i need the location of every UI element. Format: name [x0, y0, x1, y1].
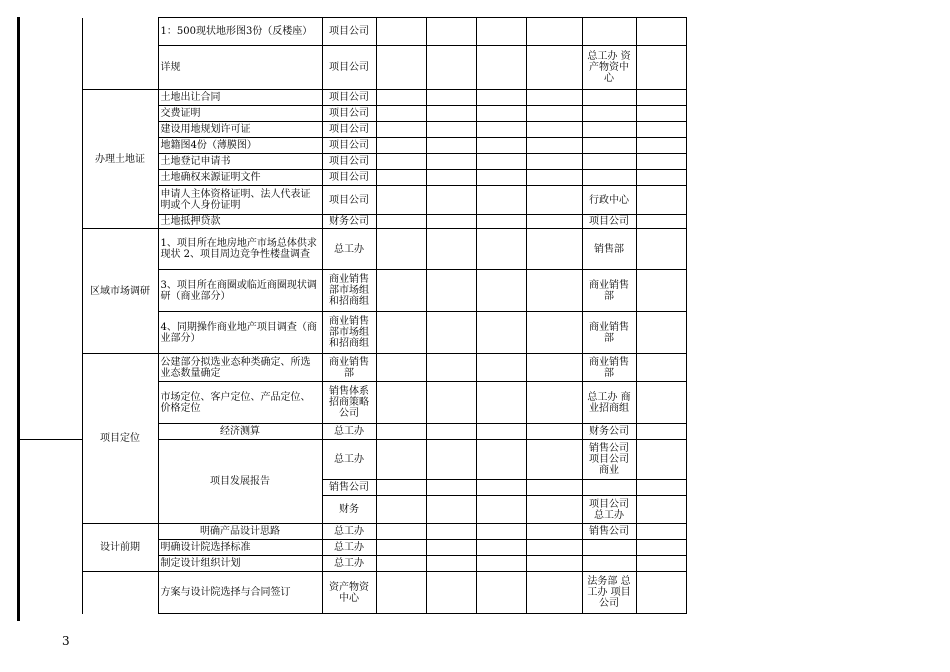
item-cell: 详规 [158, 46, 322, 90]
coop-cell [582, 540, 636, 556]
outer-blank-cell [20, 18, 82, 440]
dept-cell: 项目公司 [322, 46, 376, 90]
item-cell: 制定设计组织计划 [158, 556, 322, 572]
coop-cell [582, 90, 636, 106]
coop-cell [582, 18, 636, 46]
dept-cell: 财务公司 [322, 215, 376, 229]
dept-cell: 项目公司 [322, 170, 376, 186]
outer-blank-cell [20, 440, 82, 524]
dept-cell: 项目公司 [322, 138, 376, 154]
coop-cell: 销售公司 [582, 524, 636, 540]
item-cell: 申请人主体资格证明、法人代表证明或个人身份证明 [158, 186, 322, 215]
dept-cell: 总工办 [322, 424, 376, 440]
dept-cell: 项目公司 [322, 186, 376, 215]
table-row [20, 354, 686, 382]
coop-cell: 行政中心 [582, 186, 636, 215]
dept-cell: 财务 [322, 496, 376, 524]
dept-cell: 总工办 [322, 556, 376, 572]
coop-cell: 总工办 商业招商组 [582, 382, 636, 424]
dept-cell: 商业销售部市场组和招商组 [322, 270, 376, 312]
dept-cell: 销售公司 [322, 480, 376, 496]
outer-blank-cell [20, 524, 82, 614]
coop-cell: 商业销售部 [582, 312, 636, 354]
work-breakdown-table [20, 17, 687, 614]
coop-cell [582, 154, 636, 170]
coop-cell: 商业销售部 [582, 354, 636, 382]
item-cell: 1、项目所在地房地产市场总体供求现状 2、项目周边竞争性楼盘调查 [158, 229, 322, 270]
item-cell: 3、项目所在商圈或临近商圈现状调研（商业部分） [158, 270, 322, 312]
item-cell: 经济测算 [158, 424, 322, 440]
dept-cell: 项目公司 [322, 90, 376, 106]
dept-cell: 资产物资中心 [322, 572, 376, 614]
section-label-design: 设计前期 [82, 524, 158, 572]
item-cell: 土地出让合同 [158, 90, 322, 106]
coop-cell: 项目公司 总工办 [582, 496, 636, 524]
coop-cell: 法务部 总工办 项目公司 [582, 572, 636, 614]
coop-cell: 销售公司 项目公司 商业 [582, 440, 636, 480]
coop-cell [582, 480, 636, 496]
section-label-market: 区域市场调研 [82, 229, 158, 354]
coop-cell [582, 122, 636, 138]
table-row [20, 229, 686, 270]
item-cell: 建设用地规划许可证 [158, 122, 322, 138]
item-cell: 项目发展报告 [158, 440, 322, 524]
item-cell: 土地登记申请书 [158, 154, 322, 170]
dept-cell: 项目公司 [322, 106, 376, 122]
item-cell: 1：500现状地形图3份（反楼座） [158, 18, 322, 46]
coop-cell: 项目公司 [582, 215, 636, 229]
coop-cell: 财务公司 [582, 424, 636, 440]
section-label-land-cert: 办理土地证 [82, 90, 158, 229]
dept-cell: 销售体系招商策略公司 [322, 382, 376, 424]
dept-cell: 项目公司 [322, 154, 376, 170]
item-cell: 地籍图4份（薄膜图） [158, 138, 322, 154]
item-cell: 公建部分拟选业态种类确定、所选业态数量确定 [158, 354, 322, 382]
dept-cell: 总工办 [322, 540, 376, 556]
coop-cell [582, 138, 636, 154]
dept-cell: 商业销售部 [322, 354, 376, 382]
item-cell: 方案与设计院选择与合同签订 [158, 572, 322, 614]
coop-cell: 总工办 资产物资中心 [582, 46, 636, 90]
section-cell-blank [82, 18, 158, 90]
page-number: 3 [62, 634, 70, 648]
table-row [20, 90, 686, 106]
dept-cell: 项目公司 [322, 122, 376, 138]
item-cell: 交费证明 [158, 106, 322, 122]
item-cell: 土地抵押贷款 [158, 215, 322, 229]
item-cell: 土地确权来源证明文件 [158, 170, 322, 186]
section-cell-blank [82, 572, 158, 614]
coop-cell [582, 556, 636, 572]
dept-cell: 总工办 [322, 440, 376, 480]
dept-cell: 总工办 [322, 524, 376, 540]
coop-cell [582, 106, 636, 122]
item-cell: 明确设计院选择标准 [158, 540, 322, 556]
coop-cell [582, 170, 636, 186]
table-row [20, 524, 686, 540]
dept-cell: 总工办 [322, 229, 376, 270]
coop-cell: 商业销售部 [582, 270, 636, 312]
dept-cell: 商业销售部市场组和招商组 [322, 312, 376, 354]
table-row [20, 572, 686, 614]
dept-cell: 项目公司 [322, 18, 376, 46]
coop-cell: 销售部 [582, 229, 636, 270]
item-cell: 市场定位、客户定位、产品定位、价格定位 [158, 382, 322, 424]
table-row [20, 18, 686, 46]
item-cell: 4、同期操作商业地产项目调查（商业部分） [158, 312, 322, 354]
item-cell: 明确产品设计思路 [158, 524, 322, 540]
section-label-positioning: 项目定位 [82, 354, 158, 524]
